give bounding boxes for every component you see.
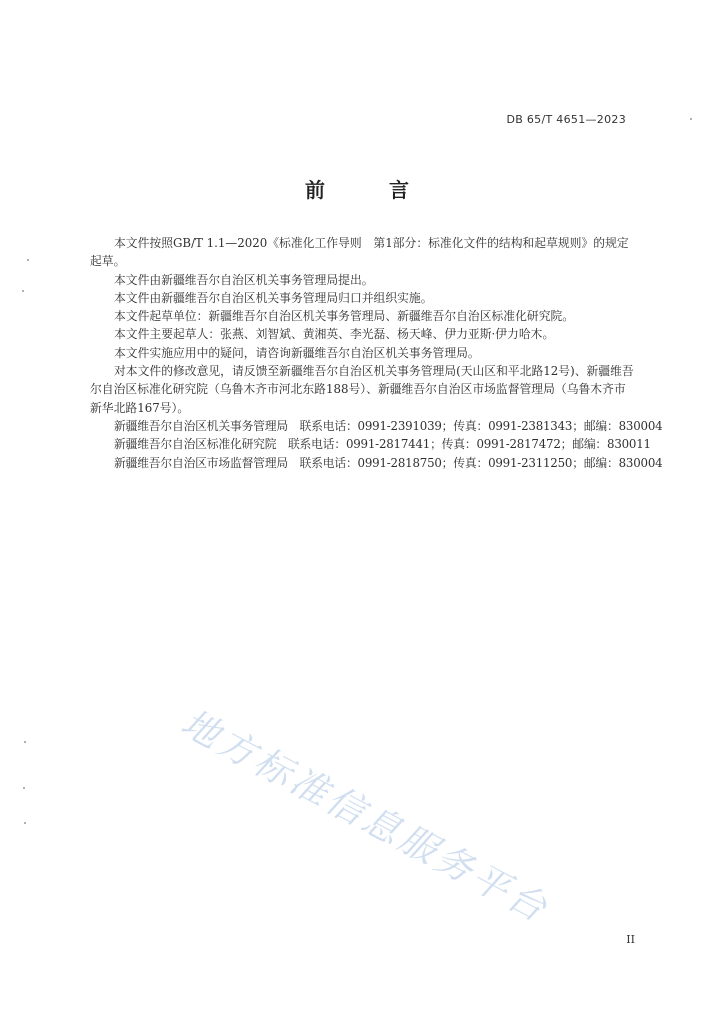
scan-speck <box>23 787 25 789</box>
paragraph-proposer: 本文件由新疆维吾尔自治区机关事务管理局提出。 <box>114 272 374 287</box>
foreword-body <box>90 234 663 472</box>
page-number: II <box>626 933 635 946</box>
watermark: 地方标准信息服务平台 <box>174 701 557 932</box>
contact-line-standardization-institute: 新疆维吾尔自治区标准化研究院 联系电话：0991-2817441；传真：0991-2817472；邮编：830011 <box>114 437 651 452</box>
contact-line-market-regulation: 新疆维吾尔自治区市场监督管理局 联系电话：0991-2818750；传真：0991-2311250；邮编：830004 <box>114 455 663 470</box>
paragraph-drafting-units: 本文件起草单位：新疆维吾尔自治区机关事务管理局、新疆维吾尔自治区标准化研究院。 <box>114 309 575 324</box>
scan-speck <box>24 822 26 824</box>
scan-speck <box>22 290 24 292</box>
document-code: DB 65/T 4651—2023 <box>506 113 626 126</box>
paragraph-feedback: 对本文件的修改意见，请反馈至新疆维吾尔自治区机关事务管理局(天山区和平北路12号)、新疆维吾尔自治区标准化研究院（乌鲁木齐市河北东路188号）、新疆维吾尔自治区市场监督管理局（乌鲁木齐市新华北路167号）。 <box>90 364 634 415</box>
scan-speck <box>690 118 692 120</box>
scan-speck <box>24 741 26 743</box>
page-title: 前 言 <box>305 178 431 202</box>
paragraph-drafting-basis: 本文件按照GB/T 1.1—2020《标准化工作导则 第1部分：标准化文件的结构和起草规则》的规定起草。 <box>90 236 629 269</box>
paragraph-inquiries: 本文件实施应用中的疑问，请咨询新疆维吾尔自治区机关事务管理局。 <box>114 345 480 360</box>
paragraph-administrator: 本文件由新疆维吾尔自治区机关事务管理局归口并组织实施。 <box>114 290 433 305</box>
paragraph-drafters: 本文件主要起草人：张燕、刘智斌、黄湘英、李光磊、杨天峰、伊力亚斯·伊力哈木。 <box>114 327 555 342</box>
scan-speck <box>27 259 29 261</box>
contact-line-admin-bureau: 新疆维吾尔自治区机关事务管理局 联系电话：0991-2391039；传真：0991-2381343；邮编：830004 <box>114 418 663 433</box>
